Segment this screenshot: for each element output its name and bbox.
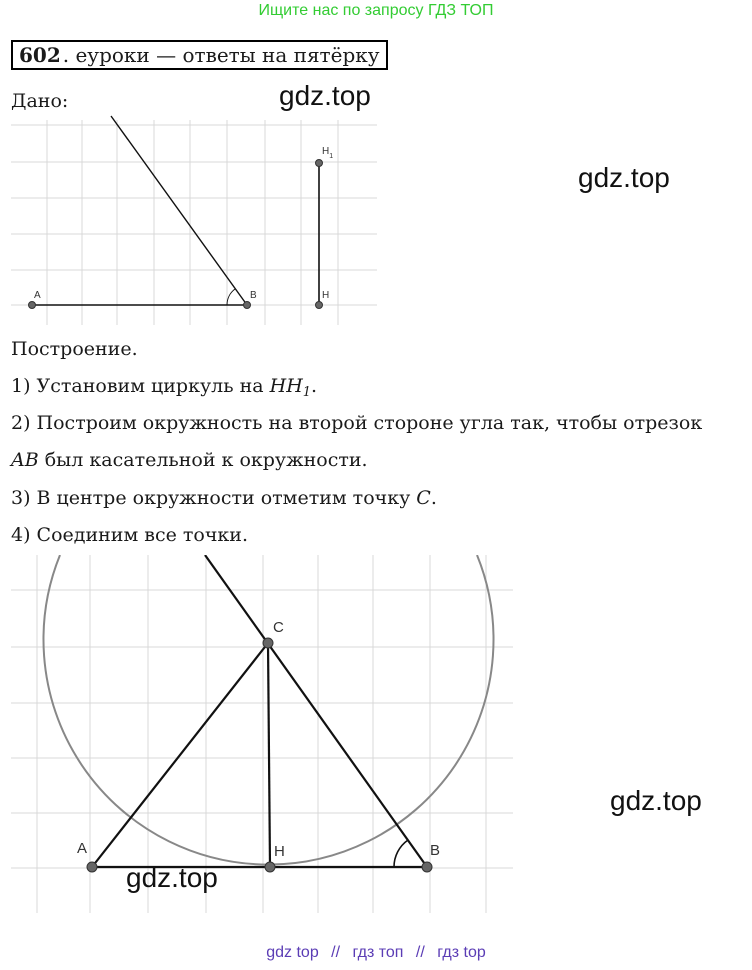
watermark: gdz.top <box>126 862 218 893</box>
link-gdz-top-mixed[interactable]: гдз top <box>437 944 486 961</box>
task-title: . еуроки — ответы на пятёрку <box>62 43 380 67</box>
construction-figure <box>0 555 752 920</box>
link-gdz-top-ru[interactable]: гдз топ <box>352 944 404 961</box>
step-3: 3) В центре окружности отметим точку C. <box>11 487 437 509</box>
watermark: gdz.top <box>578 162 670 193</box>
grid <box>11 555 513 913</box>
given-figure <box>0 0 752 330</box>
given-label: Дано: <box>11 90 69 112</box>
point-a <box>87 862 97 872</box>
point-h1 <box>316 160 323 167</box>
segment-ac <box>92 643 268 867</box>
segment-ch <box>268 643 270 867</box>
watermark: gdz.top <box>610 785 702 816</box>
top-banner-link[interactable]: Ищите нас по запросу ГДЗ ТОП <box>258 2 494 19</box>
link-gdz-top[interactable]: gdz top <box>266 944 319 961</box>
point-c <box>263 638 273 648</box>
angle-arc <box>227 289 235 305</box>
separator: // <box>331 944 341 961</box>
angle-arc <box>394 840 408 867</box>
point-b <box>244 302 251 309</box>
point-h <box>316 302 323 309</box>
point-h <box>265 862 275 872</box>
label-c: C <box>273 619 284 636</box>
point-a <box>29 302 36 309</box>
step-2-line-1: 2) Построим окружность на второй стороне угла так, чтобы отрезок <box>11 412 703 434</box>
separator: // <box>415 944 425 961</box>
line-bc-extended <box>205 555 427 867</box>
construction-label: Построение. <box>11 338 138 360</box>
step-2-line-2: AB был касательной к окружности. <box>11 449 368 471</box>
point-b <box>422 862 432 872</box>
bottom-links <box>0 944 752 962</box>
step-4: 4) Соединим все точки. <box>11 524 248 546</box>
step-1: 1) Установим циркуль на $HH_1$. <box>11 375 318 400</box>
watermark: gdz.top <box>279 80 371 111</box>
label-a: A <box>34 290 41 301</box>
label-h1: $H_1$ <box>322 146 334 160</box>
task-number: 602 <box>19 43 61 67</box>
label-b: B <box>250 290 257 301</box>
label-a: A <box>77 840 88 857</box>
label-h: H <box>322 290 330 301</box>
label-h: H <box>274 843 285 860</box>
label-b: B <box>430 842 441 859</box>
